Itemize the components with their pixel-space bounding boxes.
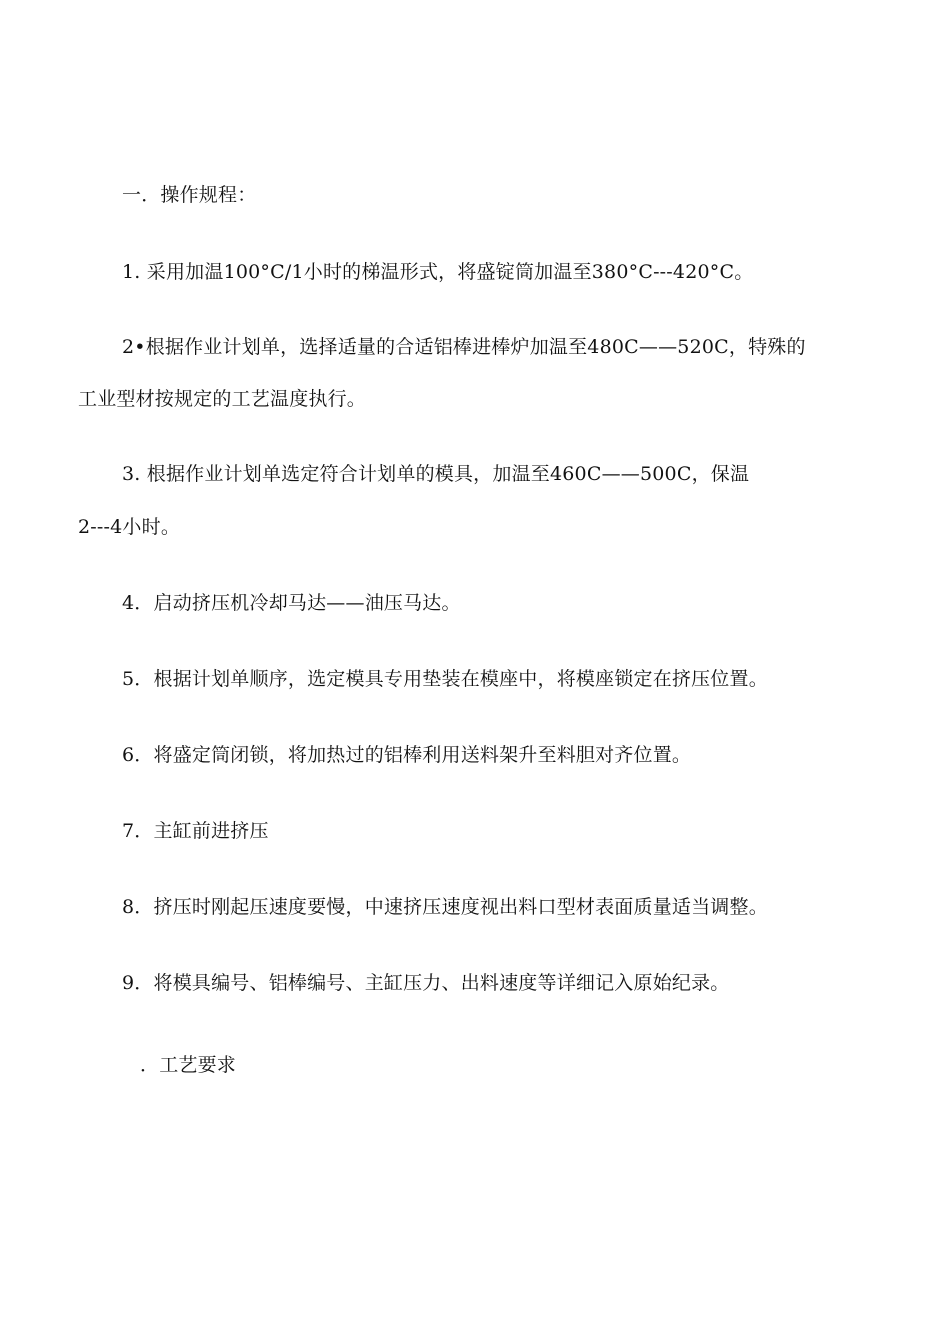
procedure-step-3-line-2: 2---4小时。 — [78, 516, 181, 538]
procedure-step-7: 7．主缸前进挤压 — [122, 820, 269, 842]
section-heading-operating-procedures: 一．操作规程： — [122, 184, 257, 206]
procedure-step-9: 9．将模具编号、铝棒编号、主缸压力、出料速度等详细记入原始纪录。 — [122, 972, 730, 994]
procedure-step-8: 8．挤压时刚起压速度要慢，中速挤压速度视出料口型材表面质量适当调整。 — [122, 896, 768, 918]
procedure-step-6: 6．将盛定筒闭锁，将加热过的铝棒利用送料架升至料胆对齐位置。 — [122, 744, 692, 766]
procedure-step-2-line-2: 工业型材按规定的工艺温度执行。 — [78, 388, 367, 410]
section-heading-process-requirements: ．工艺要求 — [140, 1054, 237, 1076]
procedure-step-1: 1. 采用加温100°C/1小时的梯温形式，将盛锭筒加温至380°C---420°C。 — [122, 261, 754, 283]
procedure-step-3-line-1: 3. 根据作业计划单选定符合计划单的模具，加温至460C——500C，保温 — [122, 463, 750, 485]
procedure-step-5: 5．根据计划单顺序，选定模具专用垫装在模座中，将模座锁定在挤压位置。 — [122, 668, 768, 690]
procedure-step-4: 4．启动挤压机冷却马达——油压马达。 — [122, 592, 461, 614]
procedure-step-2-line-1: 2•根据作业计划单，选择适量的合适铝棒进棒炉加温至480C——520C，特殊的 — [122, 336, 806, 358]
